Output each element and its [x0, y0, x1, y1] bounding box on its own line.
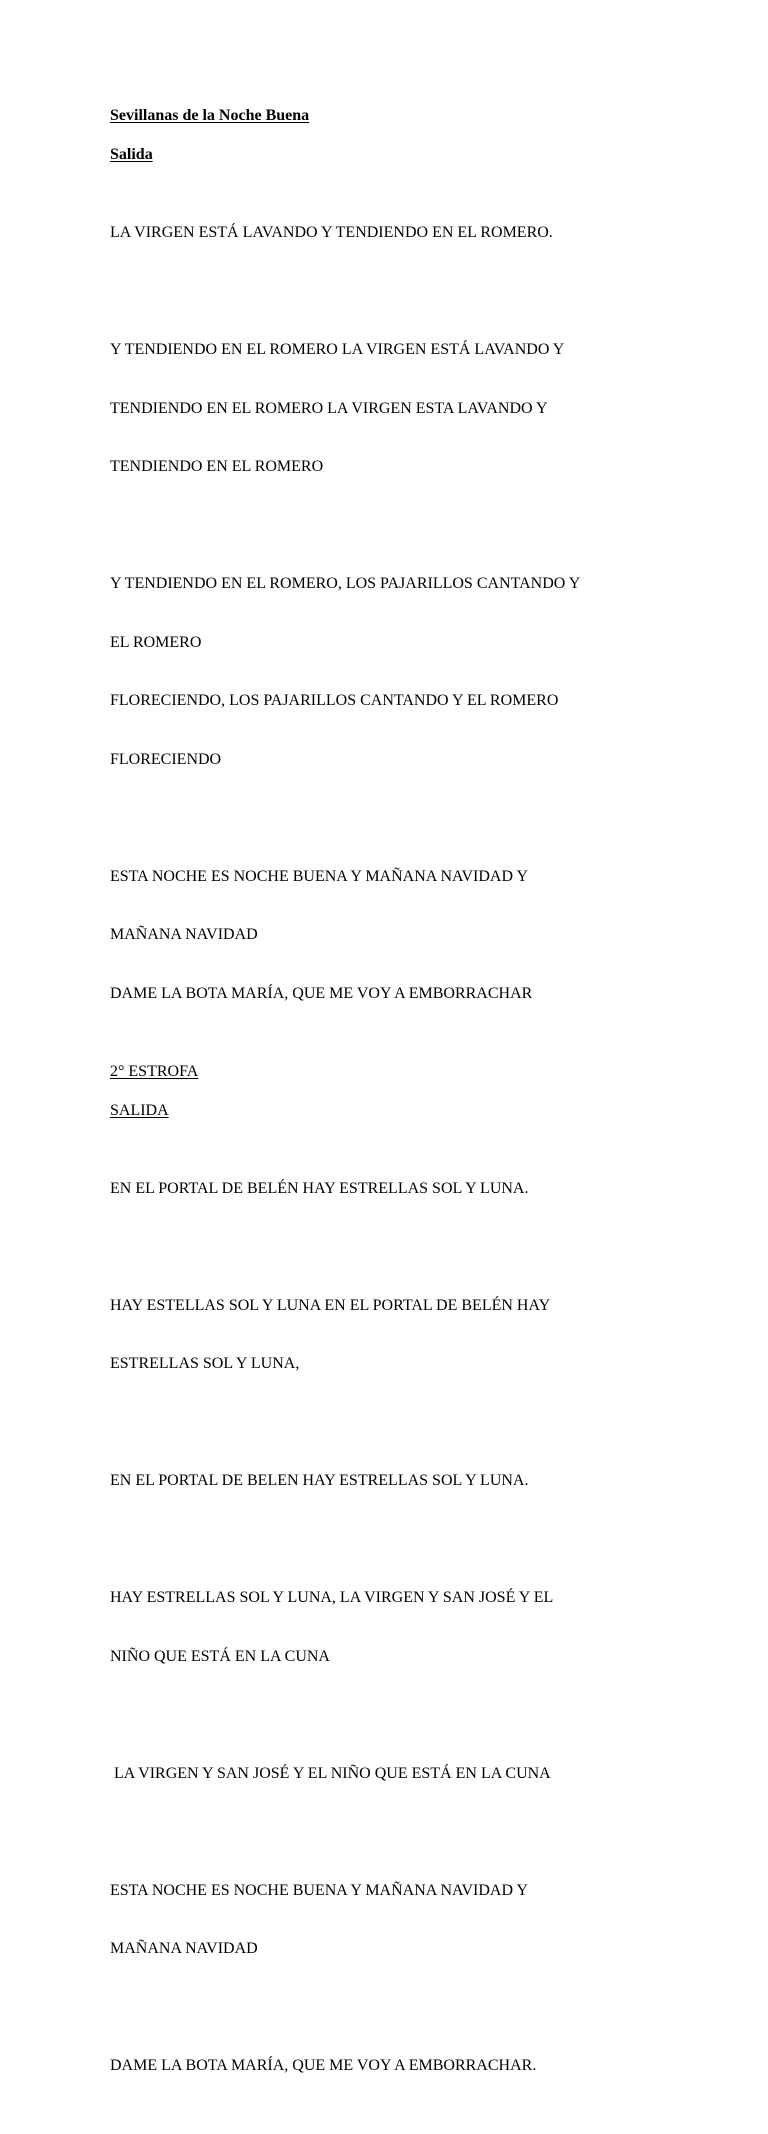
document-title — [110, 106, 670, 126]
section-heading-salida — [110, 145, 670, 165]
stanza-line: HAY ESTRELLAS SOL Y LUNA, LA VIRGEN Y SAN JOSÉ Y EL — [110, 1589, 554, 1606]
stanza-line: ESTRELLAS SOL Y LUNA, — [110, 1355, 300, 1372]
section-heading-estrofa — [110, 1062, 670, 1082]
stanza-1 — [110, 184, 670, 282]
stanza-4 — [110, 828, 670, 1043]
section-heading-text: 2° ESTROFA — [110, 1062, 199, 1080]
stanza-line: EN EL PORTAL DE BELÉN HAY ESTRELLAS SOL Y LUNA. — [110, 1179, 529, 1197]
stanza-line: TENDIENDO EN EL ROMERO — [110, 458, 324, 475]
section-heading-text: SALIDA — [110, 1101, 169, 1119]
stanza-line: DAME LA BOTA MARÍA, QUE ME VOY A EMBORRACHAR — [110, 984, 533, 1002]
stanza-line: Y TENDIENDO EN EL ROMERO LA VIRGEN ESTÁ LAVANDO Y — [110, 341, 565, 358]
stanza-line: EN EL PORTAL DE BELEN HAY ESTRELLAS SOL Y LUNA. — [110, 1472, 529, 1489]
stanza-line: ESTA NOCHE ES NOCHE BUENA Y MAÑANA NAVIDAD Y — [110, 1881, 528, 1899]
stanza-line: FLORECIENDO, LOS PAJARILLOS CANTANDO Y EL ROMERO — [110, 692, 559, 709]
stanza-line: Y TENDIENDO EN EL ROMERO, LOS PAJARILLOS CANTANDO Y — [110, 575, 581, 592]
stanza-line: NIÑO QUE ESTÁ EN LA CUNA — [110, 1647, 330, 1665]
stanza-8 — [110, 1549, 670, 1705]
stanza-10 — [110, 1842, 670, 1998]
stanza-3 — [110, 535, 670, 808]
stanza-line: LA VIRGEN Y SAN JOSÉ Y EL NIÑO QUE ESTÁ EN LA CUNA — [110, 1764, 551, 1782]
stanza-6 — [110, 1257, 670, 1413]
stanza-line: HAY ESTELLAS SOL Y LUNA EN EL PORTAL DE BELÉN HAY — [110, 1296, 551, 1314]
stanza-2 — [110, 301, 670, 516]
stanza-line: TENDIENDO EN EL ROMERO LA VIRGEN ESTA LAVANDO Y — [110, 399, 548, 417]
section-heading-text: Salida — [110, 146, 153, 163]
stanza-line: DAME LA BOTA MARÍA, QUE ME VOY A EMBORRACHAR. — [110, 2057, 537, 2074]
title-text: Sevillanas de la Noche Buena — [110, 107, 310, 124]
document-body — [110, 106, 670, 2134]
stanza-11 — [110, 2017, 670, 2115]
stanza-line: FLORECIENDO — [110, 750, 222, 768]
stanza-line: MAÑANA NAVIDAD — [110, 1940, 258, 1957]
stanza-7 — [110, 1432, 670, 1530]
stanza-line: MAÑANA NAVIDAD — [110, 926, 258, 943]
stanza-5 — [110, 1140, 670, 1238]
section-heading-salida-2 — [110, 1101, 670, 1121]
stanza-line: EL ROMERO — [110, 633, 202, 651]
stanza-9 — [110, 1725, 670, 1823]
stanza-line: LA VIRGEN ESTÁ LAVANDO Y TENDIENDO EN EL ROMERO. — [110, 224, 553, 241]
stanza-line: ESTA NOCHE ES NOCHE BUENA Y MAÑANA NAVIDAD Y — [110, 867, 528, 885]
